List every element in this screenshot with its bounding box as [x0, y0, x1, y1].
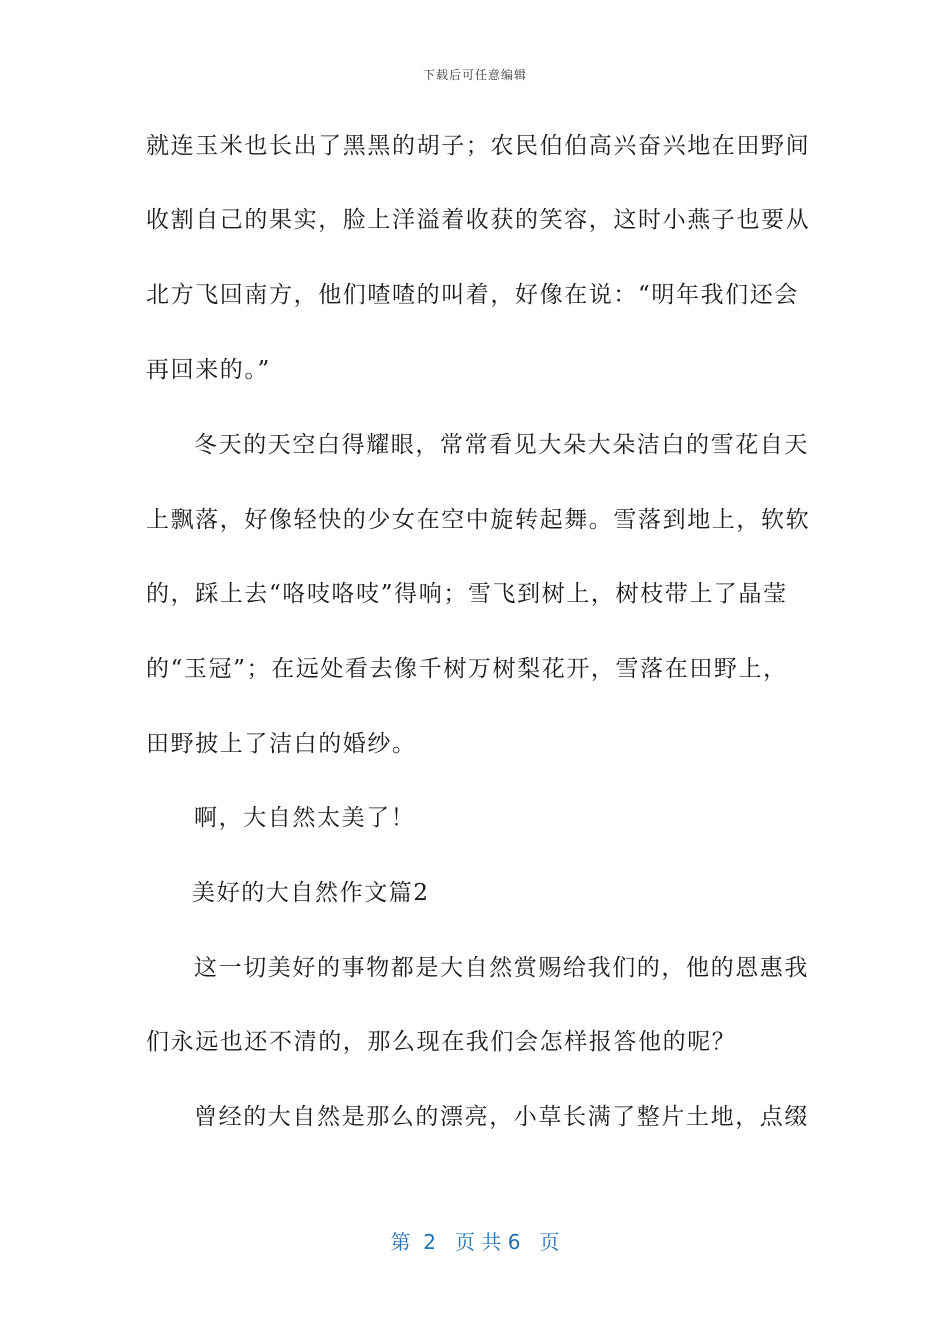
paragraph-first-line: 这一切美好的事物都是大自然赏赐给我们的，他的恩惠我 — [194, 955, 809, 981]
text-line: 们永远也还不清的，那么现在我们会怎样报答他的呢？ — [146, 1029, 737, 1055]
section-heading: 美好的大自然作文篇2 — [192, 880, 430, 906]
text-line: 田野披上了洁白的婚纱。 — [146, 731, 417, 757]
text-line: 的，踩上去“咯吱咯吱”得响；雪飞到树上，树枝带上了晶莹 — [146, 581, 788, 607]
page-header: 下载后可任意编辑 — [422, 68, 527, 82]
page-number-footer: 第 2 页 共 6 页 — [390, 1230, 560, 1254]
text-line: 就连玉米也长出了黑黑的胡子；农民伯伯高兴奋兴地在田野间 — [146, 133, 811, 159]
text-line: 再回来的。” — [146, 357, 271, 383]
text-line: 收割自己的果实，脸上洋溢着收获的笑容，这时小燕子也要从 — [146, 207, 811, 233]
paragraph-first-line: 啊，大自然太美了！ — [194, 805, 416, 831]
paragraph-first-line: 曾经的大自然是那么的漂亮，小草长满了整片土地，点缀 — [194, 1104, 809, 1130]
text-line: 的“玉冠”；在远处看去像千树万树梨花开，雪落在田野上， — [146, 656, 788, 682]
text-line: 北方飞回南方，他们喳喳的叫着，好像在说：“明年我们还会 — [146, 282, 799, 308]
paragraph-first-line: 冬天的天空白得耀眼，常常看见大朵大朵洁白的雪花自天 — [194, 432, 809, 458]
text-line: 上飘落，好像轻快的少女在空中旋转起舞。雪落到地上，软软 — [146, 507, 811, 533]
